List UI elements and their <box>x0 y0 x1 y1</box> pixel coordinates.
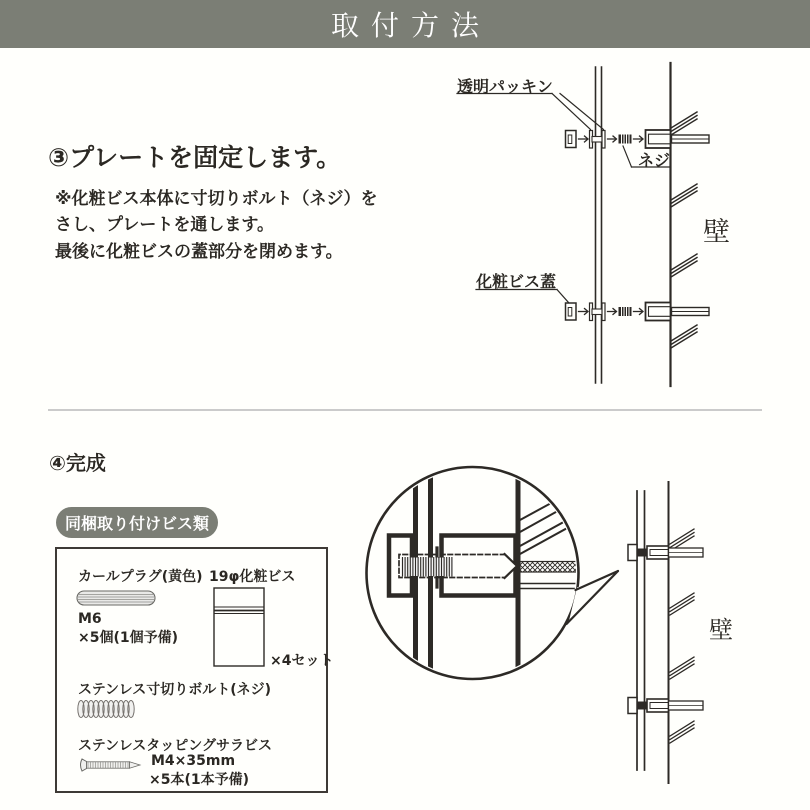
curl-plug-icon <box>76 590 156 606</box>
tap-spec: M4×35mm <box>151 753 236 769</box>
step3-description <box>55 186 378 265</box>
plate-lines <box>637 491 645 770</box>
step3-line2: さし、プレートを通します。 <box>55 215 274 236</box>
tap-qty: ×5本(1本予備) <box>149 772 250 788</box>
upper-screw-assembly <box>566 130 710 148</box>
threaded-bolt <box>619 135 632 144</box>
packing-label: 透明パッキン <box>457 77 553 96</box>
cap-graphic <box>566 131 577 148</box>
wall-label-top: 壁 <box>703 217 730 248</box>
bis-name: 19φ化粧ビス <box>209 569 296 585</box>
plug-qty: ×5個(1個予備) <box>78 630 179 646</box>
wall-screw-crosshatch <box>520 562 578 573</box>
screw-label: ネジ <box>638 151 671 170</box>
plug-spec: M6 <box>78 611 102 627</box>
cap-label: 化粧ビス蓋 <box>476 272 557 291</box>
threaded-bolt <box>619 307 632 316</box>
wall-label-bottom: 壁 <box>709 616 733 644</box>
included-parts-box <box>55 547 334 793</box>
decorative-screw-icon <box>213 587 265 667</box>
detail-magnifier-bubble <box>358 448 630 700</box>
threaded-bolt-stripes <box>401 558 453 577</box>
tapping-screw-icon <box>78 756 142 774</box>
bolt-name: ステンレス寸切りボルト(ネジ) <box>78 682 272 698</box>
threaded-rod-icon <box>76 698 138 720</box>
mounted-assembly-top <box>628 545 703 561</box>
wall-hatching <box>670 529 694 743</box>
bis-qty: ×4セット <box>270 653 334 669</box>
step3-heading: ③プレートを固定します。 <box>48 143 342 172</box>
page-title: 取付方法 <box>0 0 810 48</box>
plate-lines <box>596 67 602 383</box>
cap-graphic <box>566 303 577 320</box>
step4-heading: ④完成 <box>49 451 106 475</box>
step3-line3: 最後に化粧ビスの蓋部分を閉めます。 <box>55 241 343 262</box>
step3-line1: ※化粧ビス本体に寸切りボルト（ネジ）を <box>55 189 378 209</box>
included-parts-title-badge: 同梱取り付けビス類 <box>56 507 218 538</box>
packing-right <box>602 131 605 149</box>
screw-body <box>646 130 671 148</box>
plug-name: カールプラグ(黄色) <box>78 569 203 585</box>
section-divider <box>48 409 762 411</box>
lower-screw-assembly <box>566 303 710 321</box>
mounted-assembly-bottom <box>628 698 703 714</box>
tap-name: ステンレスタッピングサラビス <box>78 738 272 754</box>
